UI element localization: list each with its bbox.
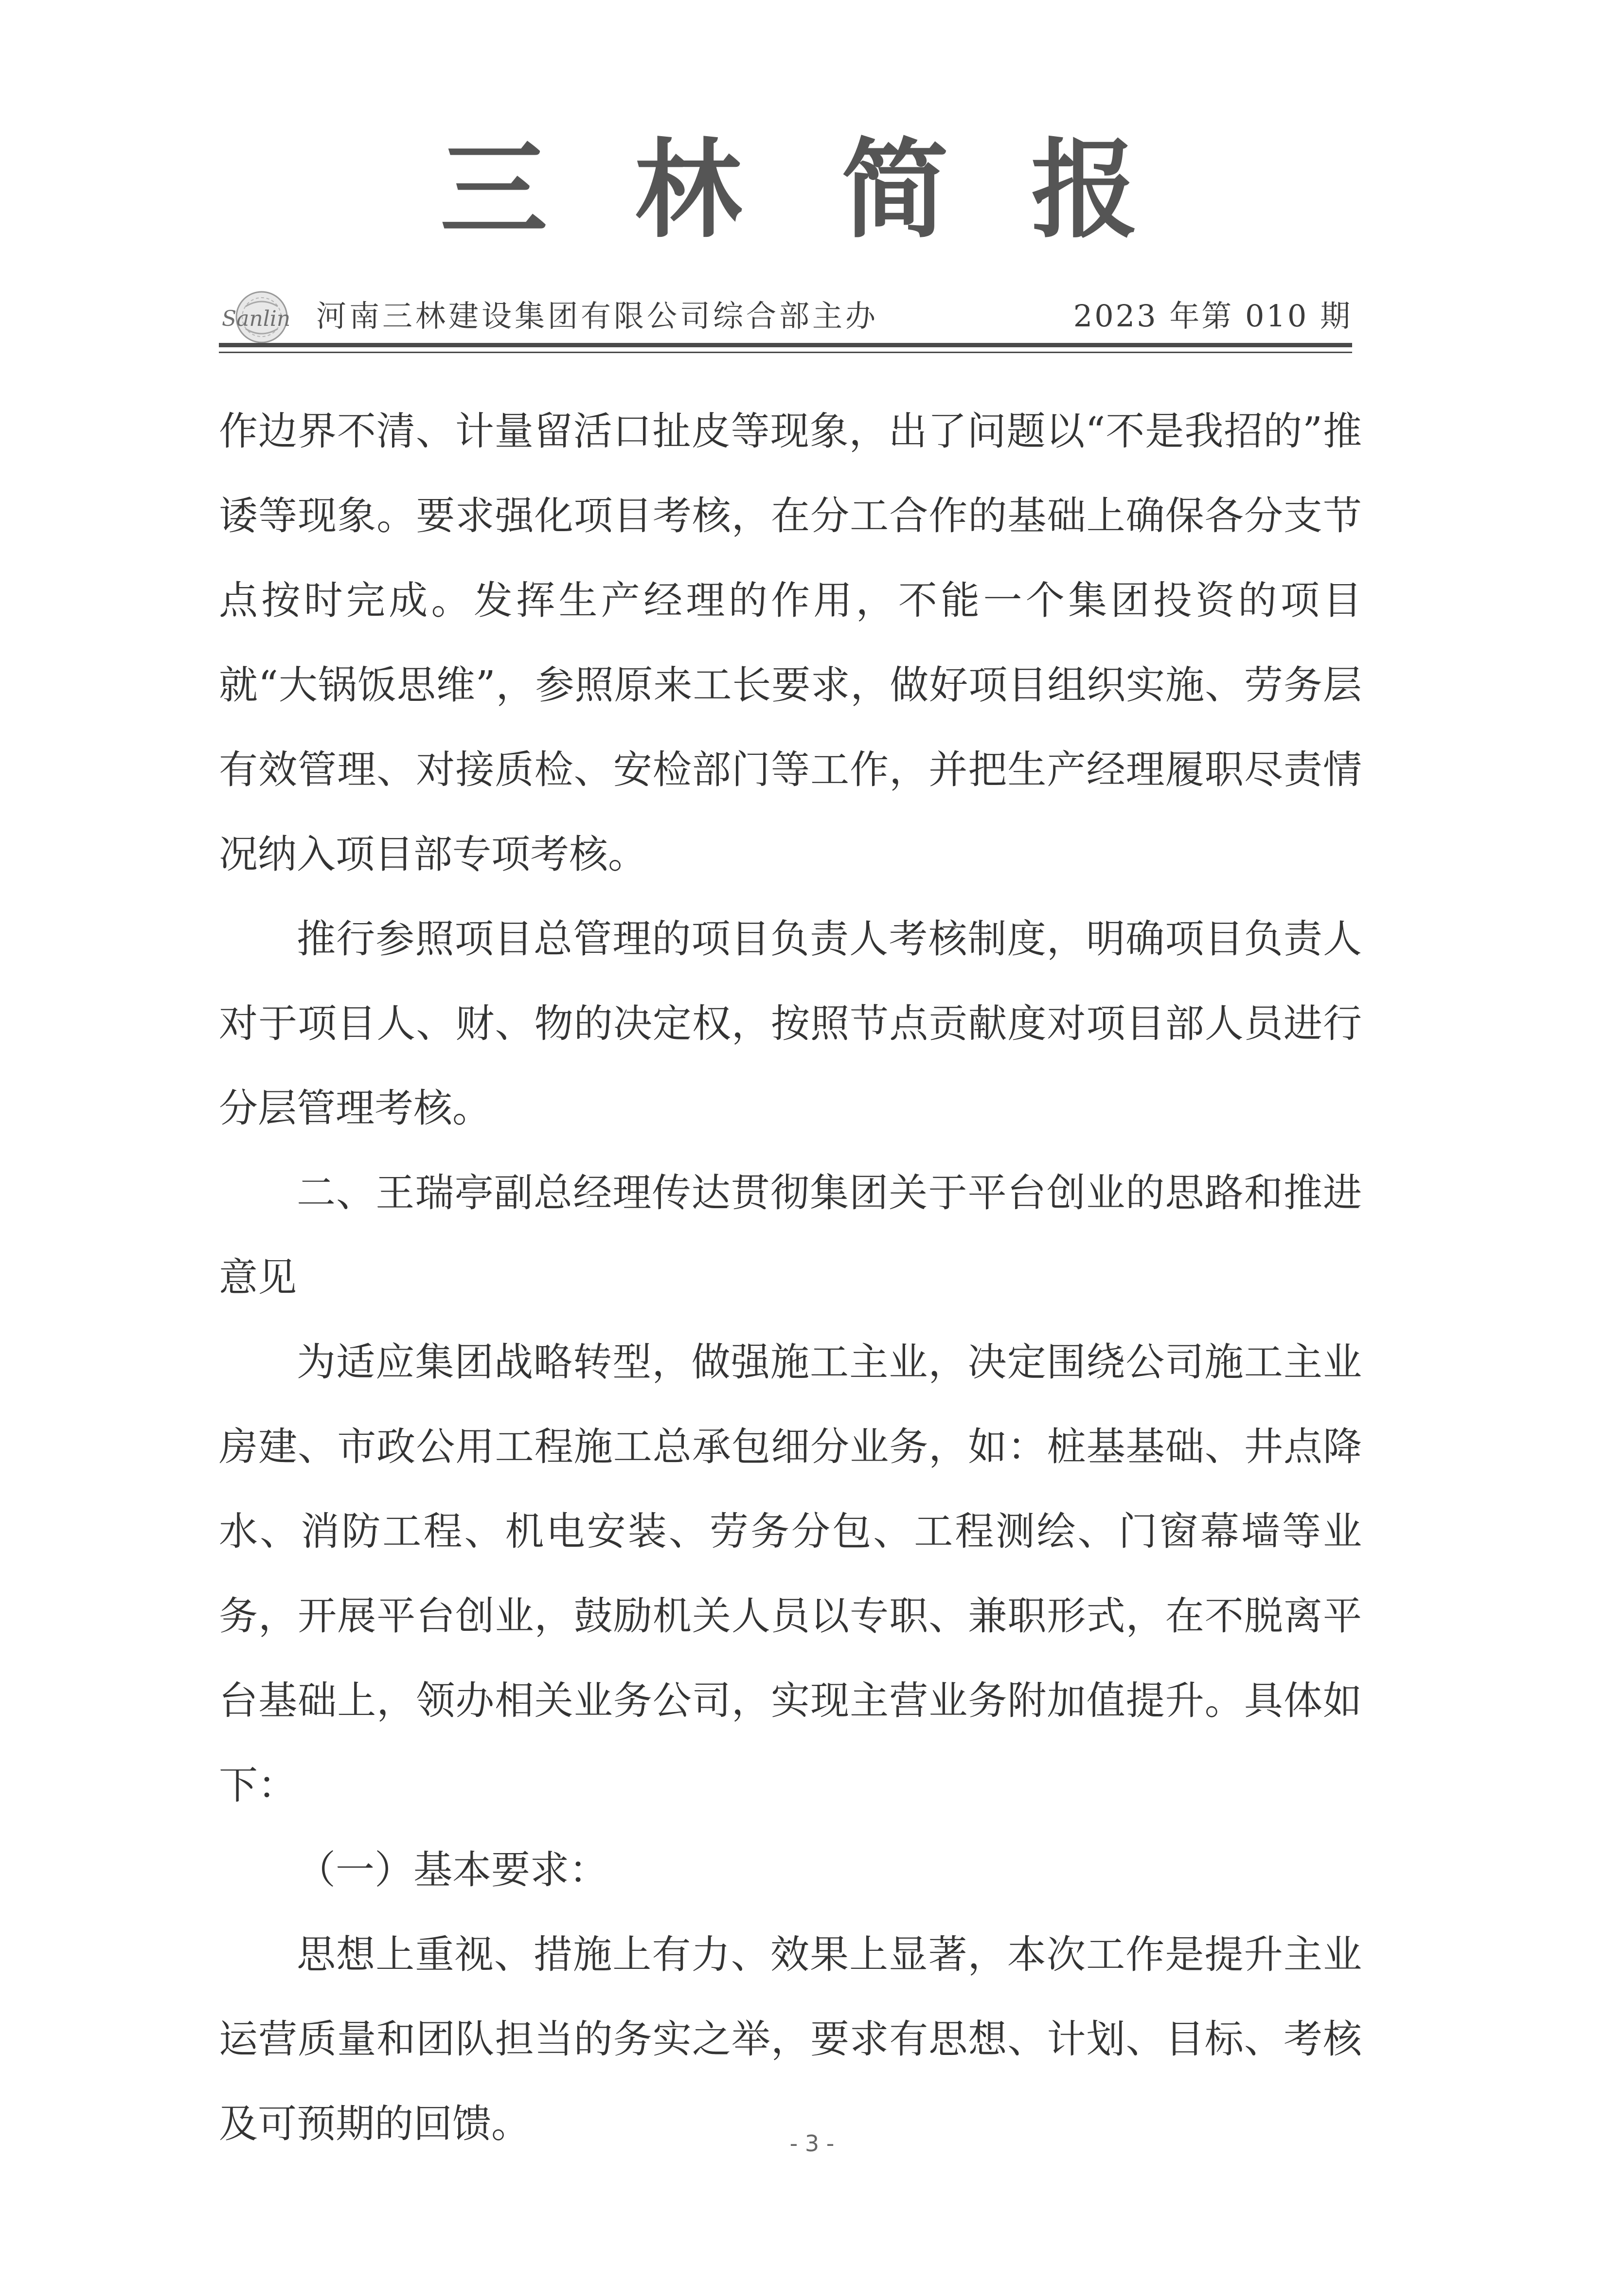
sponsor-line: 河南三林建设集团有限公司综合部主办 <box>316 298 879 334</box>
issue-number: 2023 年第 010 期 <box>1073 298 1352 334</box>
company-logo-icon <box>219 287 321 350</box>
section-heading-2: 二、王瑞亭副总经理传达贯彻集团关于平台创业的思路和推进意见 <box>219 1170 1362 1300</box>
subsection-heading-1: （一）基本要求： <box>297 1847 608 1892</box>
logo-text: Sanlin <box>222 306 291 331</box>
masthead-title <box>0 126 1624 252</box>
paragraph-3: 为适应集团战略转型，做强施工主业，决定围绕公司施工主业房建、市政公用工程施工总承包细分业务，如：桩基基础、井点降水、消防工程、机电安装、劳务分包、工程测绘、门窗幕墙等业务，开展平台创业，鼓励机关人员以专职、兼职形式，在不脱离平台基础上，领办相关业务公司，实现主营业务附加值提升。具体如下： <box>219 1339 1362 1808</box>
article-body <box>219 389 1362 2166</box>
header-rule-thin <box>219 352 1352 353</box>
paragraph-2: 推行参照项目总管理的项目负责人考核制度，明确项目负责人对于项目人、财、物的决定权，按照节点贡献度对项目部人员进行分层管理考核。 <box>219 916 1362 1131</box>
paragraph-4: 思想上重视、措施上有力、效果上显著，本次工作是提升主业运营质量和团队担当的务实之举，要求有思想、计划、目标、考核及可预期的回馈。 <box>219 1932 1362 2146</box>
masthead-subheader <box>219 287 1352 350</box>
paragraph-1: 作边界不清、计量留活口扯皮等现象，出了问题以“不是我招的”推诿等现象。要求强化项目考核，在分工合作的基础上确保各分支节点按时完成。发挥生产经理的作用，不能一个集团投资的项目就“大锅饭思维”，参照原来工长要求，做好项目组织实施、劳务层有效管理、对接质检、安检部门等工作，并把生产经理履职尽责情况纳入项目部专项考核。 <box>219 409 1362 877</box>
masthead-title-char-1: 三 <box>440 126 548 252</box>
page-number: - 3 - <box>789 2130 835 2157</box>
masthead-title-char-3: 简 <box>841 126 949 252</box>
masthead-title-char-4: 报 <box>1031 126 1139 252</box>
company-logo <box>219 287 321 350</box>
masthead-title-char-2: 林 <box>635 126 742 252</box>
header-rule-thick <box>219 343 1352 347</box>
